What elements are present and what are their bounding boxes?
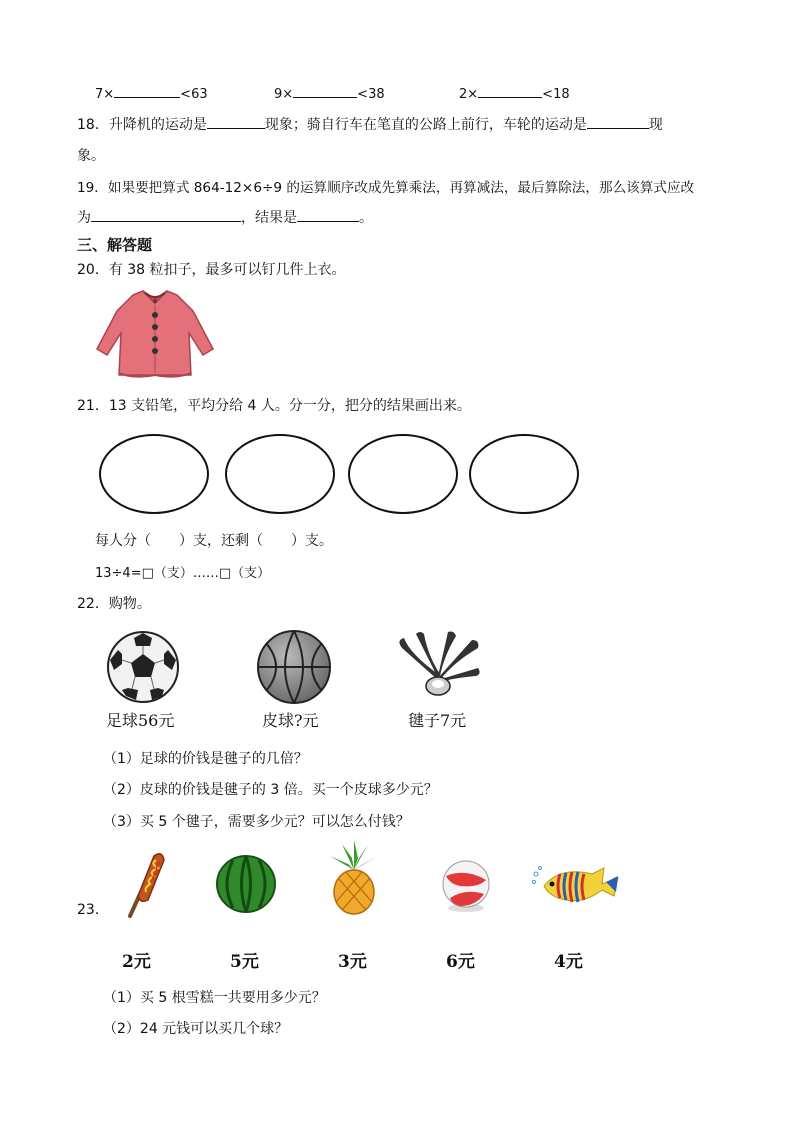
- q17-blank-1[interactable]: [114, 83, 180, 98]
- q17-row: [95, 83, 208, 102]
- price-4: 6元: [446, 952, 475, 972]
- price-3: 3元: [338, 952, 367, 972]
- q17-row-3: [459, 83, 570, 102]
- soccer-ball-label: 足球56元: [106, 711, 175, 730]
- q17-blank-3[interactable]: [478, 83, 542, 98]
- q18-text-b: 现象；骑自行车在笔直的公路上前行，车轮的运动是: [264, 117, 587, 133]
- watermelon-image: [215, 852, 277, 914]
- basketball-label: 皮球?元: [262, 711, 319, 730]
- q21-ovals: [98, 432, 582, 518]
- section-title: 三、解答题: [77, 236, 153, 254]
- basketball-image: [256, 629, 332, 705]
- q21-answer-line: 每人分（ ）支，还剩（ ）支。: [95, 533, 333, 549]
- q23-number: 23．: [77, 902, 109, 918]
- q17-item-3-left: 2×: [459, 87, 479, 102]
- q19-line-1: 19．如果要把算式 864-12×6÷9 的运算顺序改成先算乘法，再算减法，最后算除法，那么该算式应改: [77, 180, 695, 196]
- q22-text: 22．购物。: [77, 596, 151, 612]
- q17-item-1-right: <63: [180, 87, 208, 102]
- q18-line-2: 象。: [77, 148, 105, 164]
- price-2: 5元: [230, 952, 259, 972]
- q18-blank-2[interactable]: [587, 114, 649, 129]
- q21-text: 21．13 支铅笔，平均分给 4 人。分一分，把分的结果画出来。: [77, 398, 471, 414]
- q17-item-2-right: <38: [357, 87, 385, 102]
- q17-item-2-left: 9×: [274, 87, 294, 102]
- q23-sub-2: （2）24 元钱可以买几个球？: [103, 1021, 289, 1037]
- q17-row-2: [274, 83, 385, 102]
- q19-blank-2[interactable]: [297, 207, 359, 222]
- q19-line-2: [77, 207, 373, 227]
- q20-text: 20．有 38 粒扣子，最多可以钉几件上衣。: [77, 262, 346, 278]
- q22-sub-2: （2）皮球的价钱是毽子的 3 倍。买一个皮球多少元？: [103, 782, 438, 798]
- corndog-image: [120, 850, 170, 920]
- price-1: 2元: [122, 952, 151, 972]
- q22-sub-3: （3）买 5 个毽子，需要多少元？可以怎么付钱？: [103, 814, 410, 830]
- q19-blank-1[interactable]: [91, 207, 241, 222]
- fish-image: [530, 862, 622, 910]
- q22-sub-1: （1）足球的价钱是毽子的几倍？: [103, 751, 308, 767]
- oval-3[interactable]: [349, 435, 457, 513]
- shuttlecock-label: 毽子7元: [408, 711, 467, 730]
- shuttlecock-image: [392, 628, 484, 704]
- oval-4[interactable]: [470, 435, 578, 513]
- pineapple-image: [326, 840, 382, 916]
- q19-text-b: ，结果是: [241, 210, 297, 226]
- sweater-image: [93, 289, 217, 381]
- price-5: 4元: [554, 952, 583, 972]
- q17-item-3-right: <18: [542, 87, 570, 102]
- q21-formula: 13÷4=□（支）……□（支）: [95, 566, 271, 581]
- q17-item-1-left: 7×: [95, 87, 115, 102]
- soccer-ball-image: [106, 630, 180, 704]
- q18-text-a: 18．升降机的运动是: [77, 117, 207, 133]
- q18-line-1: [77, 114, 663, 134]
- q23-sub-1: （1）买 5 根雪糕一共要用多少元？: [103, 990, 326, 1006]
- q18-text-c: 现: [648, 117, 663, 133]
- q17-blank-2[interactable]: [293, 83, 357, 98]
- oval-2[interactable]: [226, 435, 334, 513]
- q19-text-c: 。: [359, 210, 373, 226]
- volleyball-image: [438, 858, 494, 914]
- q18-blank-1[interactable]: [207, 114, 265, 129]
- q19-text-a: 为: [77, 210, 91, 226]
- oval-1[interactable]: [100, 435, 208, 513]
